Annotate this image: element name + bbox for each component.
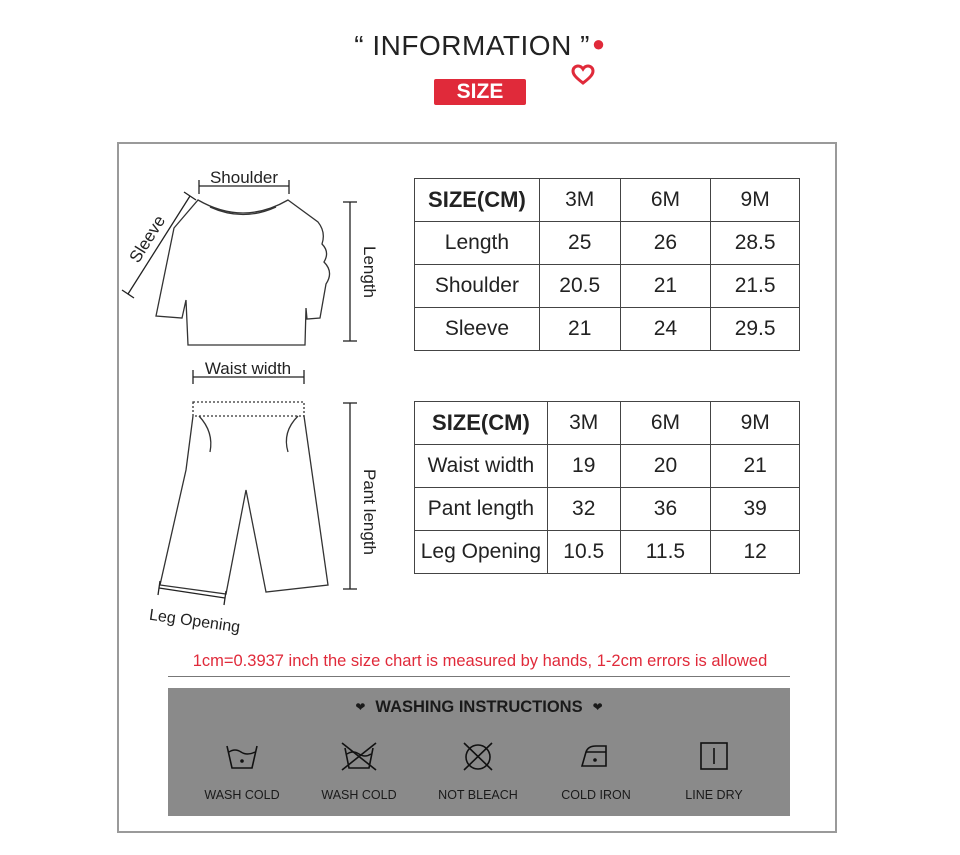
table-cell: 29.5 bbox=[711, 308, 800, 351]
wash-item bbox=[183, 740, 301, 802]
table-cell: 21 bbox=[539, 308, 620, 351]
table-cell: 20 bbox=[620, 445, 711, 488]
pants-size-table bbox=[414, 401, 800, 574]
table-row bbox=[415, 265, 800, 308]
table-header-cell: SIZE(CM) bbox=[415, 179, 540, 222]
table-cell: Length bbox=[415, 222, 540, 265]
table-cell: 21 bbox=[620, 265, 711, 308]
table-header-cell: 3M bbox=[547, 402, 620, 445]
wash-item bbox=[655, 740, 773, 802]
shoulder-label: Shoulder bbox=[209, 168, 279, 187]
table-header-cell: 3M bbox=[539, 179, 620, 222]
no-bleach-icon bbox=[458, 740, 498, 772]
table-cell: Sleeve bbox=[415, 308, 540, 351]
length-label: Length bbox=[360, 246, 379, 298]
table-row bbox=[415, 445, 800, 488]
table-header-cell: 6M bbox=[620, 402, 711, 445]
table-header-row bbox=[415, 402, 800, 445]
page-title-text: “ INFORMATION ” bbox=[354, 30, 590, 61]
table-header-cell: SIZE(CM) bbox=[415, 402, 548, 445]
measurement-note: 1cm=0.3937 inch the size chart is measured by hands, 1-2cm errors is allowed bbox=[192, 652, 768, 670]
leg-opening-label: Leg Opening bbox=[148, 606, 242, 637]
table-cell: 12 bbox=[711, 531, 800, 574]
line-dry-icon bbox=[696, 740, 732, 772]
table-cell: 24 bbox=[620, 308, 711, 351]
washing-instructions-panel bbox=[168, 688, 790, 816]
table-cell: 36 bbox=[620, 488, 711, 531]
divider bbox=[168, 676, 790, 677]
red-dot-icon: ● bbox=[591, 31, 606, 56]
table-cell: 26 bbox=[620, 222, 711, 265]
washing-title bbox=[168, 698, 790, 717]
table-header-row bbox=[415, 179, 800, 222]
table-cell: Waist width bbox=[415, 445, 548, 488]
shirt-size-table bbox=[414, 178, 800, 351]
wash-item-label: LINE DRY bbox=[685, 788, 743, 802]
table-header-cell: 9M bbox=[711, 402, 800, 445]
iron-icon bbox=[576, 740, 616, 772]
size-badge: SIZE bbox=[434, 79, 526, 105]
wash-item-label: NOT BLEACH bbox=[438, 788, 518, 802]
table-cell: 10.5 bbox=[547, 531, 620, 574]
wash-item-label: WASH COLD bbox=[204, 788, 280, 802]
table-cell: 11.5 bbox=[620, 531, 711, 574]
table-cell: 20.5 bbox=[539, 265, 620, 308]
pant-length-label: Pant length bbox=[360, 468, 379, 556]
washing-title-text: WASHING INSTRUCTIONS bbox=[375, 698, 583, 716]
wash-item-label: COLD IRON bbox=[561, 788, 631, 802]
wash-item bbox=[300, 740, 418, 802]
table-row bbox=[415, 222, 800, 265]
table-cell: 21 bbox=[711, 445, 800, 488]
table-cell: 32 bbox=[547, 488, 620, 531]
waist-label: Waist width bbox=[204, 359, 292, 378]
table-cell: 25 bbox=[539, 222, 620, 265]
table-header-cell: 9M bbox=[711, 179, 800, 222]
table-row bbox=[415, 531, 800, 574]
do-not-handwash-icon bbox=[339, 740, 379, 772]
table-cell: 28.5 bbox=[711, 222, 800, 265]
heart-icon: ❤ bbox=[355, 700, 366, 714]
table-cell: 19 bbox=[547, 445, 620, 488]
table-header-cell: 6M bbox=[620, 179, 711, 222]
table-cell: Shoulder bbox=[415, 265, 540, 308]
wash-tub-icon bbox=[224, 740, 260, 772]
table-row bbox=[415, 308, 800, 351]
shirt-outline bbox=[156, 200, 330, 345]
table-cell: Leg Opening bbox=[415, 531, 548, 574]
table-row bbox=[415, 488, 800, 531]
wash-item bbox=[537, 740, 655, 802]
wash-item bbox=[419, 740, 537, 802]
table-cell: 39 bbox=[711, 488, 800, 531]
pants-outline bbox=[160, 402, 328, 594]
wash-item-label: WASH COLD bbox=[321, 788, 397, 802]
heart-icon: ❤ bbox=[592, 700, 603, 714]
table-cell: 21.5 bbox=[711, 265, 800, 308]
table-cell: Pant length bbox=[415, 488, 548, 531]
sleeve-label: Sleeve bbox=[125, 212, 170, 267]
